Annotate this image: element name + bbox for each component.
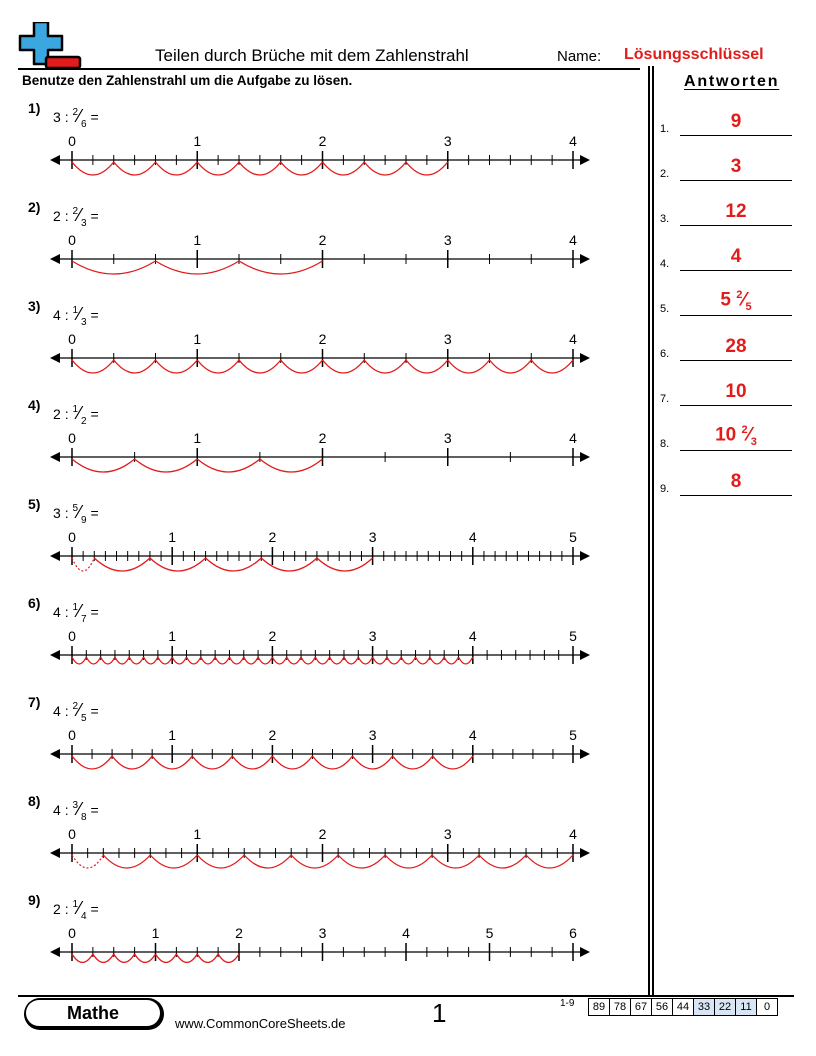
- tick-label: 2: [318, 430, 327, 446]
- jump-arc: [135, 954, 156, 962]
- tick-label: 0: [68, 529, 76, 545]
- jump-arc: [197, 954, 218, 962]
- problem-expression: 2 : $^1⁄_4$ =: [53, 898, 99, 922]
- tick-label: 0: [68, 133, 76, 149]
- tick-label: 1: [193, 133, 202, 149]
- tick-label: 2: [268, 628, 277, 644]
- arrow-right-icon: [580, 254, 590, 264]
- jump-arc: [201, 657, 215, 664]
- jump-arc: [72, 657, 86, 664]
- answer-number: 5.: [660, 303, 670, 315]
- jump-arc: [479, 855, 526, 868]
- jump-arc: [531, 360, 573, 373]
- problem-number: 4): [28, 397, 41, 413]
- tick-label: 4: [402, 925, 410, 941]
- jump-arc: [101, 657, 115, 664]
- jump-arc: [197, 360, 239, 373]
- jump-arc: [272, 657, 286, 664]
- tick-label: 1: [193, 430, 202, 446]
- jump-arc: [114, 360, 156, 373]
- instructions: Benutze den Zahlenstrahl um die Aufgabe zu lösen.: [22, 73, 353, 88]
- jump-arc: [197, 459, 260, 472]
- jump-arc: [72, 954, 93, 962]
- name-label: Name:: [557, 48, 602, 65]
- arrow-left-icon: [50, 650, 60, 660]
- jump-arc: [444, 657, 458, 664]
- arrow-left-icon: [50, 452, 60, 462]
- jump-arc: [244, 855, 291, 868]
- jump-arc: [144, 657, 158, 664]
- jump-arc: [287, 657, 301, 664]
- tick-label: 1: [168, 727, 177, 743]
- jump-arc: [301, 657, 315, 664]
- jump-arc: [490, 360, 532, 373]
- mathe-label: Mathe: [26, 1000, 160, 1026]
- tick-label: 4: [468, 628, 477, 644]
- score-cell: 0: [763, 1001, 771, 1013]
- score-cell: 44: [673, 999, 694, 1015]
- website-link[interactable]: www.CommonCoreSheets.de: [175, 1016, 346, 1031]
- jump-arc: [86, 657, 100, 664]
- tick-label: 1: [193, 232, 202, 248]
- problem-expression: 4 : $^1⁄_3$ =: [53, 304, 99, 328]
- tick-label: 2: [318, 331, 327, 347]
- answer-number: 4.: [660, 258, 670, 270]
- tick-label: 0: [68, 430, 76, 446]
- jump-arc: [448, 360, 490, 373]
- problem-number: 7): [28, 694, 41, 710]
- tick-label: 0: [68, 826, 76, 842]
- answer-number: 3.: [660, 213, 670, 225]
- tick-label: 1: [193, 331, 202, 347]
- problem-expression: 3 : $^2⁄_6$ =: [53, 106, 99, 130]
- jump-arc: [150, 558, 206, 571]
- arrow-right-icon: [580, 353, 590, 363]
- tick-label: 3: [318, 925, 327, 941]
- tick-label: 3: [443, 232, 452, 248]
- tick-label: 3: [443, 430, 452, 446]
- worksheet-title: Teilen durch Brüche mit dem Zahlenstrahl: [155, 46, 469, 65]
- jump-arc: [172, 657, 186, 664]
- tick-label: 1: [193, 826, 202, 842]
- arrow-left-icon: [50, 947, 60, 957]
- jump-arc: [261, 558, 317, 571]
- jump-arc: [330, 657, 344, 664]
- jump-arc: [373, 657, 387, 664]
- tick-label: 5: [569, 628, 577, 644]
- answer-value: 4: [730, 246, 742, 267]
- mathe-badge: [24, 998, 164, 1030]
- answer-value: 10: [725, 381, 747, 402]
- tick-label: 2: [318, 826, 327, 842]
- tick-label: 0: [68, 232, 76, 248]
- tick-label: 3: [443, 133, 452, 149]
- arrow-right-icon: [580, 848, 590, 858]
- tick-label: 2: [318, 133, 327, 149]
- problem-expression: 4 : $^3⁄_8$ =: [53, 799, 99, 823]
- tick-label: 4: [569, 430, 577, 446]
- jump-arc: [406, 360, 448, 373]
- jump-arc: [94, 558, 150, 571]
- arrow-right-icon: [580, 551, 590, 561]
- jump-arc: [260, 459, 323, 472]
- page-number: 1: [432, 998, 447, 1028]
- tick-label: 4: [468, 529, 477, 545]
- answer-value: 3: [730, 156, 742, 177]
- jump-arc: [239, 360, 281, 373]
- problem-expression: 4 : $^1⁄_7$ =: [53, 601, 99, 625]
- jump-arc: [358, 657, 372, 664]
- answer-value: 10 $^2⁄_3$: [715, 423, 757, 448]
- tick-label: 2: [268, 529, 277, 545]
- tick-label: 1: [168, 628, 177, 644]
- tick-label: 3: [368, 628, 377, 644]
- jump-arc: [158, 657, 172, 664]
- score-cell: 33: [694, 999, 715, 1015]
- jump-arc: [206, 558, 262, 571]
- arrow-left-icon: [50, 749, 60, 759]
- answer-value: 5 $^2⁄_5$: [720, 288, 752, 313]
- score-table: [588, 998, 778, 1016]
- jump-arc: [187, 657, 201, 664]
- jump-arc: [114, 954, 135, 962]
- tick-label: 5: [569, 727, 577, 743]
- jump-arc: [129, 657, 143, 664]
- tick-label: 6: [569, 925, 577, 941]
- score-cell: 11: [736, 999, 757, 1015]
- score-cell: 78: [610, 999, 631, 1015]
- jump-arc: [258, 657, 272, 664]
- problem-number: 5): [28, 496, 41, 512]
- tick-label: 1: [151, 925, 160, 941]
- arrow-left-icon: [50, 848, 60, 858]
- arrow-left-icon: [50, 551, 60, 561]
- tick-label: 4: [468, 727, 477, 743]
- jump-arc: [458, 657, 472, 664]
- arrow-right-icon: [580, 650, 590, 660]
- arrow-right-icon: [580, 452, 590, 462]
- jump-arc: [291, 855, 338, 868]
- tick-label: 3: [443, 331, 452, 347]
- tick-label: 3: [368, 529, 377, 545]
- answer-number: 8.: [660, 438, 670, 450]
- tick-label: 0: [68, 925, 76, 941]
- problem-expression: 2 : $^1⁄_2$ =: [53, 403, 99, 427]
- footer-rule: [18, 995, 794, 997]
- problem-number: 1): [28, 100, 41, 116]
- tick-label: 3: [368, 727, 377, 743]
- score-cell: 56: [652, 999, 673, 1015]
- jump-arc: [526, 855, 573, 868]
- jump-arc: [115, 657, 129, 664]
- problem-number: 2): [28, 199, 41, 215]
- name-value: Lösungsschlüssel: [624, 46, 764, 63]
- jump-arc: [135, 459, 198, 472]
- answer-number: 2.: [660, 168, 670, 180]
- jump-arc: [215, 657, 229, 664]
- jump-arc: [416, 657, 430, 664]
- jump-arc: [338, 855, 385, 868]
- jump-arc: [197, 855, 244, 868]
- arrow-right-icon: [580, 749, 590, 759]
- jump-arc: [317, 558, 373, 571]
- score-range: 1-9: [560, 998, 575, 1009]
- tick-label: 0: [68, 727, 76, 743]
- arrow-left-icon: [50, 155, 60, 165]
- jump-arc: [93, 954, 114, 962]
- tick-label: 4: [569, 331, 577, 347]
- answer-value: 8: [730, 471, 742, 492]
- jump-arc: [387, 657, 401, 664]
- tick-label: 0: [68, 331, 76, 347]
- jump-arc: [385, 855, 432, 868]
- problem-number: 6): [28, 595, 41, 611]
- tick-label: 5: [569, 529, 577, 545]
- problem-expression: 3 : $^5⁄_9$ =: [53, 502, 99, 526]
- answer-value: 9: [730, 111, 742, 132]
- answer-value: 28: [725, 336, 747, 357]
- arrow-right-icon: [580, 947, 590, 957]
- jump-arc: [315, 657, 329, 664]
- tick-label: 4: [569, 133, 577, 149]
- jump-arc: [156, 360, 198, 373]
- problem-number: 3): [28, 298, 41, 314]
- jump-arc: [150, 855, 197, 868]
- tick-label: 3: [443, 826, 452, 842]
- answer-value: 12: [725, 201, 747, 222]
- jump-arc: [72, 360, 114, 373]
- jump-arc: [103, 855, 150, 868]
- jump-arc: [218, 954, 239, 962]
- jump-arc: [344, 657, 358, 664]
- tick-label: 2: [235, 925, 243, 941]
- arrow-left-icon: [50, 254, 60, 264]
- answer-number: 6.: [660, 348, 670, 360]
- jump-arc: [229, 657, 243, 664]
- jump-arc: [156, 954, 177, 962]
- tick-label: 5: [485, 925, 494, 941]
- jump-arc: [72, 459, 135, 472]
- tick-label: 1: [168, 529, 177, 545]
- tick-label: 2: [318, 232, 327, 248]
- arrow-right-icon: [580, 155, 590, 165]
- jump-arc: [430, 657, 444, 664]
- jump-arc: [244, 657, 258, 664]
- problem-expression: 4 : $^2⁄_5$ =: [53, 700, 99, 724]
- jump-arc: [176, 954, 197, 962]
- jump-arc: [364, 360, 406, 373]
- tick-label: 4: [569, 826, 577, 842]
- score-cell: 22: [715, 999, 736, 1015]
- jump-arc: [401, 657, 415, 664]
- tick-label: 2: [268, 727, 277, 743]
- answer-number: 7.: [660, 393, 670, 405]
- jump-arc: [432, 855, 479, 868]
- answers-heading: Antworten: [684, 73, 780, 90]
- jump-arc: [323, 360, 365, 373]
- answer-number: 9.: [660, 483, 670, 495]
- tick-label: 4: [569, 232, 577, 248]
- score-cell: 89: [589, 999, 610, 1015]
- jump-arc: [281, 360, 323, 373]
- problem-number: 8): [28, 793, 41, 809]
- arrow-left-icon: [50, 353, 60, 363]
- problem-number: 9): [28, 892, 41, 908]
- answer-number: 1.: [660, 123, 670, 135]
- score-cell: 67: [631, 999, 652, 1015]
- tick-label: 0: [68, 628, 76, 644]
- problem-expression: 2 : $^2⁄_3$ =: [53, 205, 99, 229]
